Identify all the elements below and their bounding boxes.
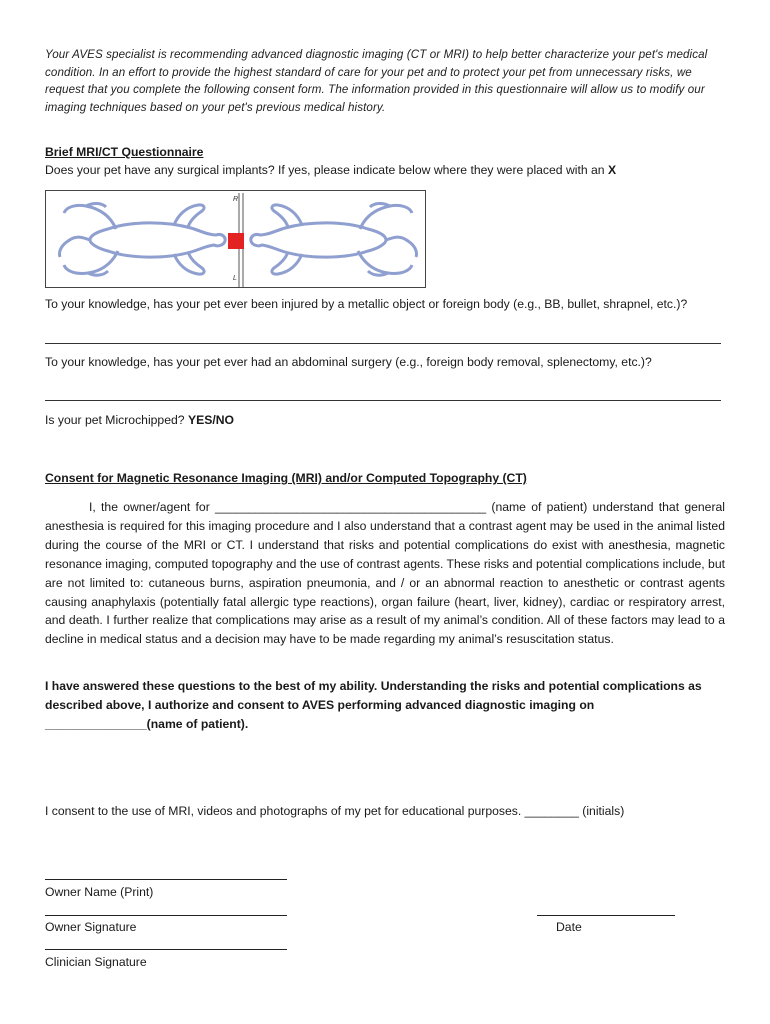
owner-signature-line[interactable]	[45, 915, 287, 916]
metallic-answer-line[interactable]	[45, 343, 721, 344]
date-label: Date	[556, 920, 582, 934]
microchip-options[interactable]: YES/NO	[187, 413, 234, 427]
diagram-label-left: L	[233, 275, 237, 282]
microchip-question-text: Is your pet Microchipped?	[45, 413, 188, 427]
implants-question	[45, 163, 616, 177]
consent-paragraph	[45, 498, 725, 649]
owner-name-label: Owner Name (Print)	[45, 885, 154, 899]
implants-question-text: Does your pet have any surgical implants? If yes, please indicate below where they were placed with an	[45, 163, 608, 177]
intro-paragraph: Your AVES specialist is recommending advanced diagnostic imaging (CT or MRI) to help better characterize your pet's medical condition. In an effort to provide the highest standard of care for your pet and to protect your pet from unnecessary risks, we request that you complete the following consent form. The information provided in this questionnaire will allow us to modify our imaging techniques based on your pet's previous medical history.	[45, 48, 708, 114]
microchip-question	[45, 413, 234, 427]
education-consent: I consent to the use of MRI, videos and photographs of my pet for educational purposes. ________ (initials)	[45, 804, 625, 818]
abdominal-answer-line[interactable]	[45, 400, 721, 401]
consent-heading: Consent for Magnetic Resonance Imaging (MRI) and/or Computed Topography (CT)	[45, 471, 527, 485]
implant-location-diagram[interactable]	[45, 190, 426, 288]
metallic-question: To your knowledge, has your pet ever been injured by a metallic object or foreign body (e.g., BB, bullet, shrapnel, etc.)?	[45, 297, 688, 311]
consent-para-rest: (name of patient) understand that general anesthesia is required for this imaging procedure and I also understand that a contrast agent may be used in the animal listed during the course of the MRI or CT. I understand that risks and potential complications do exist with anesthesia, magnetic resonance imaging, computed topography and the use of contrast agents. These risks and potential complications include, but are not limited to: cutaneous burns, aspiration pneumonia, and / or an abnormal reaction to anesthetic or contrast agents causing anaphylaxis (potentially fatal allergic type reactions), organ failure (heart, liver, kidney), cardiac or respiratory arrest, and death. I further realize that complications may arise as a result of my animal’s condition. All of these factors may lead to a decline in medical status and a decision may have to be made regarding my animal’s resuscitation status.	[45, 500, 725, 647]
patient-name-blank[interactable]: ________________________________________	[215, 500, 487, 514]
clinician-signature-label: Clinician Signature	[45, 955, 147, 969]
diagram-label-right: R	[233, 196, 239, 203]
date-line[interactable]	[537, 915, 675, 916]
clinician-signature-line[interactable]	[45, 949, 287, 950]
pet-outline-right	[251, 203, 417, 275]
diagram-marker	[228, 233, 244, 249]
consent-para-start: I, the owner/agent for	[89, 500, 216, 514]
authorization-paragraph: I have answered these questions to the best of my ability. Understanding the risks and potential complications as described above, I authorize and consent to AVES performing advanced diagnostic imaging on _______________(name of patient).	[45, 679, 702, 731]
abdominal-question: To your knowledge, has your pet ever had an abdominal surgery (e.g., foreign body removal, splenectomy, etc.)?	[45, 355, 652, 369]
owner-name-line[interactable]	[45, 879, 287, 880]
pet-outline-left	[59, 203, 225, 275]
questionnaire-heading: Brief MRI/CT Questionnaire	[45, 145, 204, 159]
implants-mark: X	[607, 163, 617, 177]
owner-signature-label: Owner Signature	[45, 920, 137, 934]
